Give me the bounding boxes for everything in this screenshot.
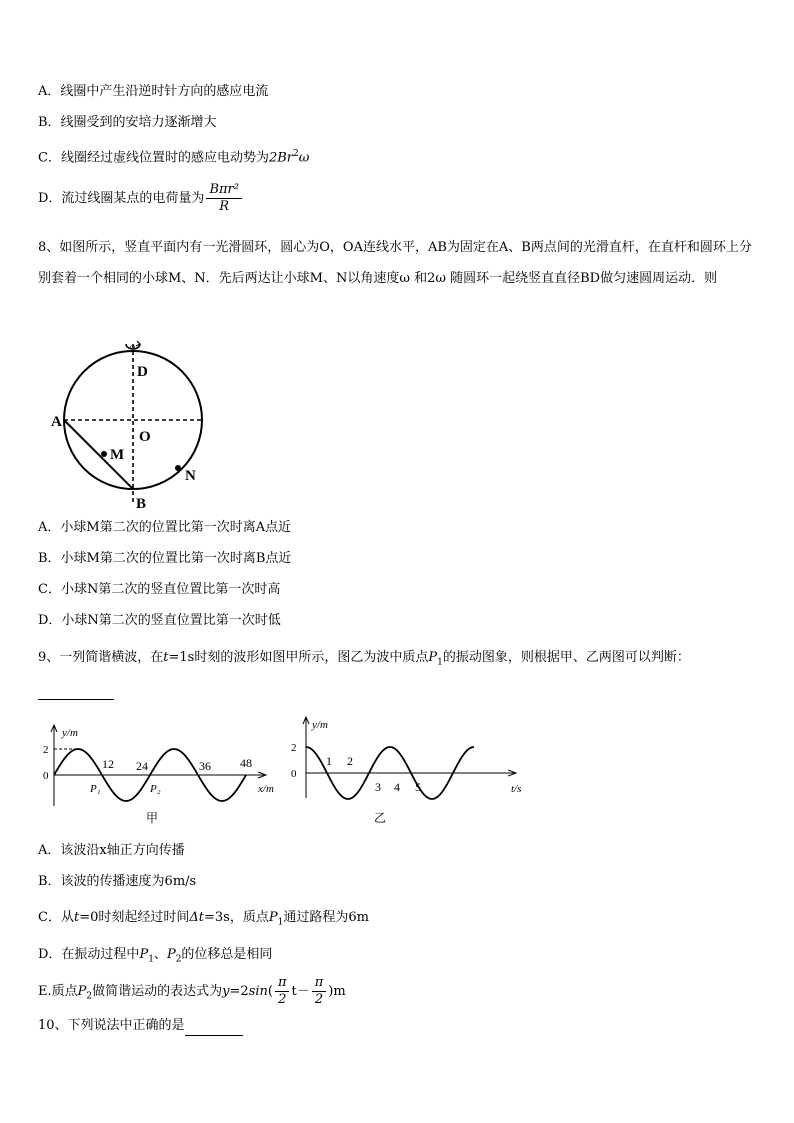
q8-label-n: N xyxy=(185,468,196,484)
q9-e-eq: =2 xyxy=(229,984,249,999)
q9-c-part-b: =0时刻起经过时间 xyxy=(79,910,190,925)
jia-ytick-0: 0 xyxy=(43,770,49,782)
q9-e-p-sub: 2 xyxy=(86,991,93,1002)
yi-xlabel: t/s xyxy=(511,783,522,795)
q9-d-p2: P xyxy=(166,947,176,962)
q9-e-rparen: )m xyxy=(328,984,346,999)
q9-c-t: t xyxy=(73,910,80,925)
answer-blank-line xyxy=(38,699,114,700)
q7-c-sup: 2 xyxy=(293,149,299,159)
answer-blank[interactable] xyxy=(185,1021,243,1036)
q7-c-prefix: C．线圈经过虚线位置时的感应电动势为 xyxy=(38,150,269,166)
q9-option-e xyxy=(38,973,346,1016)
q8-label-b: B xyxy=(136,496,147,512)
q7-option-c xyxy=(38,144,309,168)
q9-e-frac-2 xyxy=(312,975,327,1008)
q8-option-a: A．小球M第二次的位置比第一次时离A点近 xyxy=(38,520,292,535)
q7-c-expr: 2Br xyxy=(268,150,293,166)
q9-e-mid: t－ xyxy=(291,984,310,999)
jia-xtick-48: 48 xyxy=(240,756,252,770)
q9-c-part-a: C．从 xyxy=(38,910,74,925)
q7-d-numerator: Bπr² xyxy=(206,182,242,199)
q7-option-a: A．线圈中产生沿逆时针方向的感应电流 xyxy=(38,84,269,99)
yi-ylabel: y/m xyxy=(312,719,328,731)
q9-c-dt: Δt xyxy=(189,910,204,925)
q9-e-y: y xyxy=(222,984,230,999)
q7-d-fraction xyxy=(206,182,242,215)
q8-stem: 8、如图所示，竖直平面内有一光滑圆环，圆心为O，OA连线水平，AB为固定在A、B两点间的光滑直杆，在直杆和圆环上分别套着一个相同的小球M、N．先后两达让小球M、N以角速度ω 和2ω 随圆环一起绕竖直直径BD做匀速圆周运动．则 xyxy=(38,240,752,286)
q9-e-frac-1-den: 2 xyxy=(278,992,287,1007)
q9-e-sin: sin xyxy=(248,984,268,999)
q9-e-frac-2-num: π xyxy=(312,975,327,992)
q9-e-frac-2-den: 2 xyxy=(314,992,324,1007)
yi-ytick-2: 2 xyxy=(291,742,297,754)
yi-xtick-1: 1 xyxy=(326,754,332,768)
q9-c-part-d: 通过路程为6m xyxy=(283,910,369,925)
q9-c-p: P xyxy=(268,910,278,925)
q7-d-denominator: R xyxy=(219,199,230,214)
q8-label-o: O xyxy=(139,429,151,445)
q9-stem-part-a: 9、一列简谐横波，在 xyxy=(38,650,164,665)
q9-e-part-b: 做简谐运动的表达式为 xyxy=(92,984,223,999)
yi-ytick-0: 0 xyxy=(291,768,297,780)
q9-stem-part-c: 的振动图象，则根据甲、乙两图可以判断： xyxy=(442,650,690,665)
jia-xtick-24: 24 xyxy=(136,759,148,773)
q9-stem xyxy=(38,648,690,673)
q8-figure-circle-rod xyxy=(48,334,210,512)
q7-option-d xyxy=(38,181,244,217)
q10-stem-text: 10、下列说法中正确的是 xyxy=(38,1018,185,1033)
yi-xtick-4: 4 xyxy=(394,780,400,794)
yi-xtick-3: 3 xyxy=(375,780,381,794)
q9-e-lparen: ( xyxy=(267,984,273,999)
q9-d-p1: P xyxy=(139,947,149,962)
q7-d-prefix: D．流过线圈某点的电荷量为 xyxy=(38,191,205,206)
jia-point-p1: P₁ xyxy=(90,783,101,795)
q9-d-part-a: D．在振动过程中 xyxy=(38,947,140,962)
q9-d-p1-sub: 1 xyxy=(148,954,154,965)
q9-stem-p: P xyxy=(428,650,438,665)
q9-c-part-c: =3s，质点 xyxy=(203,910,269,925)
q9-e-part-a: E.质点 xyxy=(38,984,78,999)
q9-d-p2-sub: 2 xyxy=(175,954,182,965)
q8-option-b: B．小球M第二次的位置比第一次时离B点近 xyxy=(38,551,292,566)
q9-stem-t: t xyxy=(163,650,169,665)
q9-option-c xyxy=(38,908,369,933)
q7-c-tail: ω xyxy=(298,150,310,166)
jia-caption: 甲 xyxy=(146,811,159,825)
jia-ytick-2: 2 xyxy=(43,744,49,756)
q8-label-m: M xyxy=(110,447,125,463)
q9-stem-p-sub: 1 xyxy=(437,657,443,668)
q9-option-d xyxy=(38,945,272,970)
q8-option-c: C．小球N第二次的竖直位置比第一次时高 xyxy=(38,582,281,597)
q7-option-b: B．线圈受到的安培力逐渐增大 xyxy=(38,115,217,130)
q8-label-d: D xyxy=(137,364,148,380)
q9-e-frac-1 xyxy=(275,975,290,1008)
jia-point-p2: P₂ xyxy=(150,783,161,795)
q9-option-a: A．该波沿x轴正方向传播 xyxy=(38,843,185,858)
q9-stem-part-b: =1s时刻的波形如图甲所示，图乙为波中质点 xyxy=(168,650,429,665)
q9-option-b: B．该波的传播速度为6m/s xyxy=(38,874,197,889)
q8-omega-label: ω xyxy=(130,342,136,351)
yi-xtick-5: 5 xyxy=(415,780,421,794)
jia-ylabel: y/m xyxy=(62,727,78,739)
q9-graph-jia xyxy=(36,722,288,826)
q10-stem xyxy=(38,1016,243,1036)
q9-e-p: P xyxy=(77,984,87,999)
yi-xtick-2: 2 xyxy=(347,754,353,768)
q8-label-a: A xyxy=(51,414,62,430)
jia-xtick-12: 12 xyxy=(102,757,114,771)
yi-caption: 乙 xyxy=(374,811,387,825)
jia-xlabel: x/m xyxy=(258,783,274,795)
q9-graph-yi xyxy=(288,714,540,826)
q8-option-d: D．小球N第二次的竖直位置比第一次时低 xyxy=(38,613,281,628)
q9-e-frac-1-num: π xyxy=(275,975,290,992)
q9-c-p-sub: 1 xyxy=(277,917,284,928)
q9-d-sep: 、 xyxy=(153,947,167,962)
q9-d-part-b: 的位移总是相同 xyxy=(181,947,273,962)
jia-xtick-36: 36 xyxy=(199,759,211,773)
